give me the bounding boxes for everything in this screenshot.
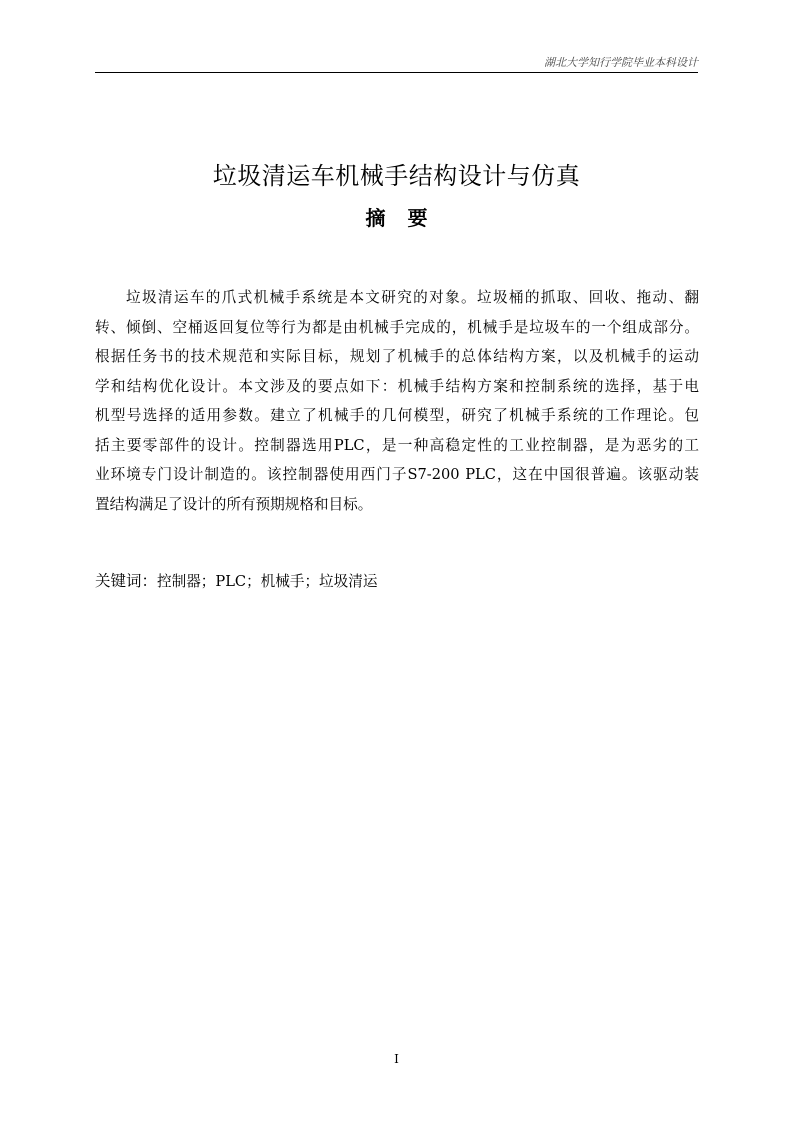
abstract-heading-char-1: 摘 — [365, 206, 386, 230]
abstract-heading-char-2: 要 — [407, 206, 428, 230]
abstract-line: 根据任务书的技术规范和实际目标，规划了机械手的总体结构方案，以及机械手的运动 — [95, 348, 699, 365]
abstract-line: 括主要零部件的设计。控制器选用PLC，是一种高稳定性的工业控制器，是为恶劣的工 — [95, 436, 699, 454]
abstract-paragraph — [95, 283, 699, 519]
keywords-label: 关键词： — [95, 572, 158, 590]
thesis-title: 垃圾清运车机械手结构设计与仿真 — [212, 162, 581, 190]
abstract-line: 业环境专门设计制造的。该控制器使用西门子S7-200 PLC，这在中国很普遍。该驱动装 — [95, 466, 699, 483]
page-number: I — [394, 1052, 399, 1066]
abstract-line: 垃圾清运车的爪式机械手系统是本文研究的对象。垃圾桶的抓取、回收、拖动、翻 — [126, 289, 699, 306]
abstract-line: 转、倾倒、空桶返回复位等行为都是由机械手完成的，机械手是垃圾车的一个组成部分。 — [95, 318, 699, 336]
abstract-heading — [0, 202, 793, 234]
header-institution: 湖北大学知行学院毕业本科设计 — [544, 56, 698, 69]
abstract-line: 置结构满足了设计的所有预期规格和目标。 — [95, 495, 373, 513]
abstract-line: 学和结构优化设计。本文涉及的要点如下：机械手结构方案和控制系统的选择，基于电 — [95, 377, 699, 395]
keywords — [95, 570, 377, 593]
keywords-value: 控制器；PLC；机械手；垃圾清运 — [157, 573, 378, 590]
abstract-line: 机型号选择的适用参数。建立了机械手的几何模型，研究了机械手系统的工作理论。包 — [95, 407, 699, 424]
page-header — [95, 56, 698, 73]
